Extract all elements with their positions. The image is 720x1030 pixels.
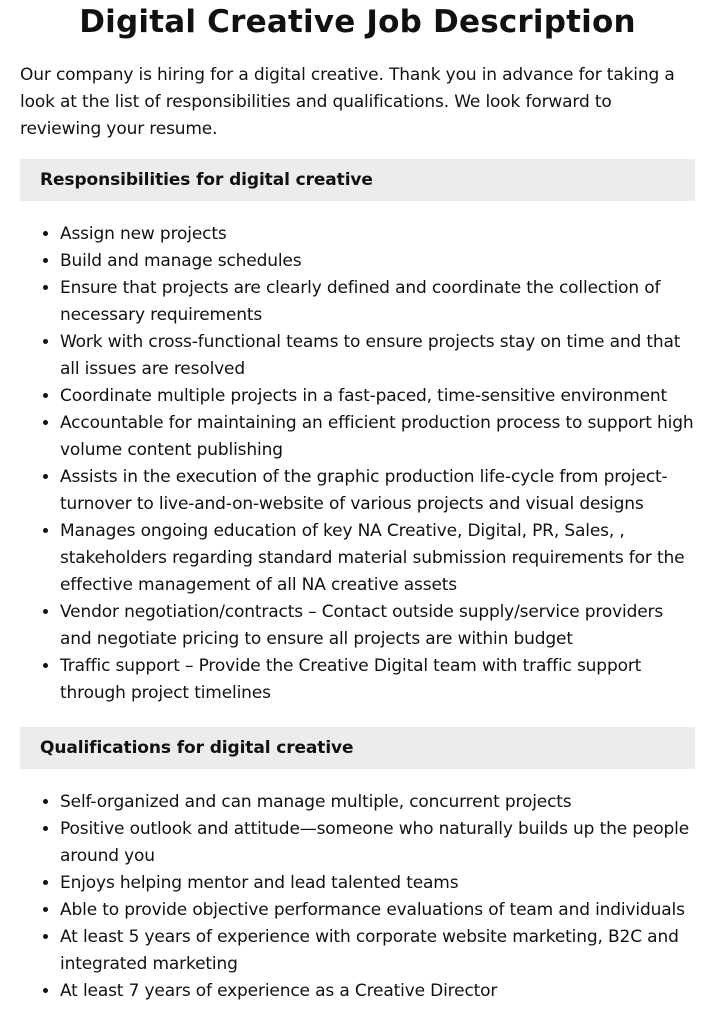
list-item: • At least 7 years of experience as a Creative Director (60, 978, 695, 1005)
list-item: • Self-organized and can manage multiple, concurrent projects (60, 789, 695, 816)
qualifications-heading: Qualifications for digital creative (20, 727, 695, 769)
list-item: • Accountable for maintaining an efficient production process to support high volume content publishing (60, 410, 695, 464)
list-item: • Positive outlook and attitude—someone who naturally builds up the people around you (60, 816, 695, 870)
list-item: • Work with cross-functional teams to ensure projects stay on time and that all issues are resolved (60, 329, 695, 383)
list-item: • Manages ongoing education of key NA Creative, Digital, PR, Sales, , stakeholders regarding standard material submission requirements for the effective management of all NA creative assets (60, 518, 695, 599)
list-item: • Assists in the execution of the graphic production life-cycle from project-turnover to live-and-on-website of various projects and visual designs (60, 464, 695, 518)
list-item: • Build and manage schedules (60, 248, 695, 275)
qualifications-list (20, 789, 695, 1005)
list-item: • Traffic support – Provide the Creative Digital team with traffic support through project timelines (60, 653, 695, 707)
responsibilities-heading: Responsibilities for digital creative (20, 159, 695, 201)
list-item: • Ensure that projects are clearly defined and coordinate the collection of necessary requirements (60, 275, 695, 329)
responsibilities-list (20, 221, 695, 707)
list-item: • At least 5 years of experience with corporate website marketing, B2C and integrated marketing (60, 924, 695, 978)
intro-paragraph: Our company is hiring for a digital creative. Thank you in advance for taking a look at the list of responsibilities and qualifications. We look forward to reviewing your resume. (20, 65, 675, 139)
list-item: • Vendor negotiation/contracts – Contact outside supply/service providers and negotiate pricing to ensure all projects are within budget (60, 599, 695, 653)
list-item: • Able to provide objective performance evaluations of team and individuals (60, 897, 695, 924)
list-item: • Coordinate multiple projects in a fast-paced, time-sensitive environment (60, 383, 695, 410)
list-item: • Enjoys helping mentor and lead talented teams (60, 870, 695, 897)
page-title: Digital Creative Job Description (79, 4, 636, 40)
list-item: • Assign new projects (60, 221, 695, 248)
